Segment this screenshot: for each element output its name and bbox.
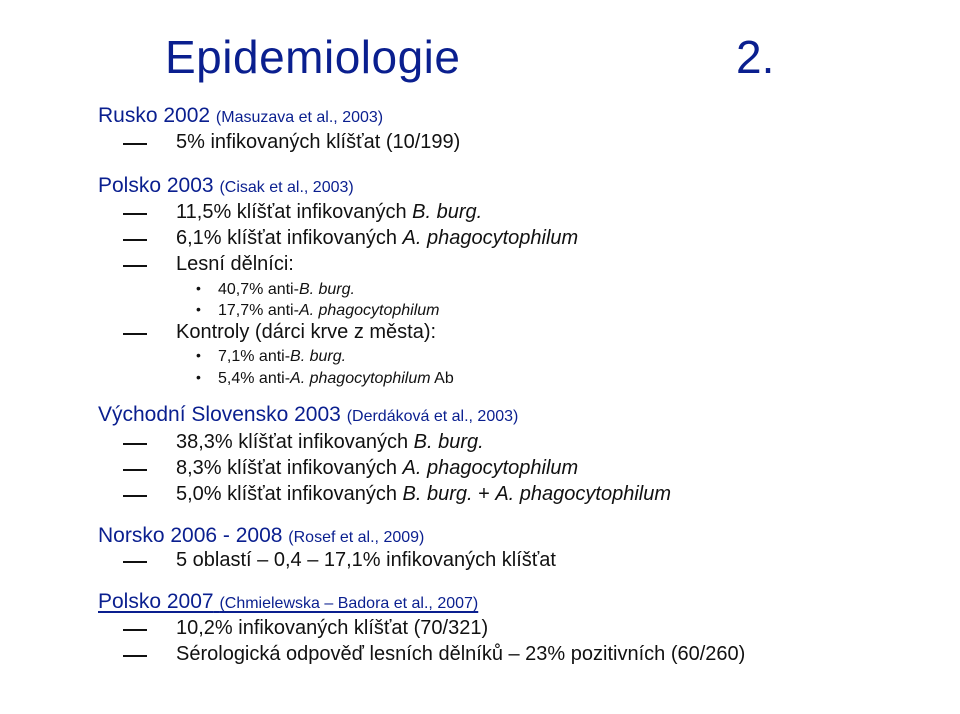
heading-text: Polsko 2007 [98, 590, 214, 613]
heading-text: Východní Slovensko 2003 [98, 403, 341, 426]
citation: (Derdáková et al., 2003) [346, 408, 519, 425]
section-heading-rusko [98, 104, 383, 128]
sub-list-item: • 5,4% anti-A. phagocytophilum Ab [218, 370, 454, 388]
heading-text: Rusko 2002 [98, 104, 211, 127]
sub-list-item: • 40,7% anti-B. burg. [218, 281, 355, 299]
slide-number: 2. [736, 31, 775, 83]
list-item: 6,1% klíšťat infikovaných A. phagocytophilum [176, 227, 579, 249]
list-item: Sérologická odpověď lesních dělníků – 23% pozitivních (60/260) [176, 643, 746, 665]
list-item: 5,0% klíšťat infikovaných B. burg. + A. phagocytophilum [176, 483, 672, 505]
citation: (Rosef et al., 2009) [288, 529, 425, 546]
citation: (Masuzava et al., 2003) [215, 109, 384, 126]
section-heading-norsko [98, 524, 424, 548]
list-item-controls: Kontroly (dárci krve z města): [176, 321, 437, 343]
citation: (Cisak et al., 2003) [219, 179, 354, 196]
section-heading-polsko-2003 [98, 174, 354, 198]
section-heading-polsko-2007 [98, 590, 478, 614]
section-heading-slovensko [98, 403, 518, 427]
list-item: 5% infikovaných klíšťat (10/199) [176, 131, 461, 153]
slide-title: Epidemiologie [165, 31, 461, 83]
sub-list-item: • 17,7% anti-A. phagocytophilum [218, 302, 439, 320]
heading-text: Norsko 2006 - 2008 [98, 524, 283, 547]
citation: (Chmielewska – Badora et al., 2007) [219, 595, 479, 612]
list-item: 8,3% klíšťat infikovaných A. phagocytophilum [176, 457, 579, 479]
heading-text: Polsko 2003 [98, 174, 214, 197]
list-item: 38,3% klíšťat infikovaných B. burg. [176, 431, 484, 453]
list-item-workers: Lesní dělníci: [176, 253, 294, 275]
list-item: 10,2% infikovaných klíšťat (70/321) [176, 617, 489, 639]
list-item: 5 oblastí – 0,4 – 17,1% infikovaných klíšťat [176, 549, 556, 571]
list-item: 11,5% klíšťat infikovaných B. burg. [176, 201, 483, 223]
sub-list-item: • 7,1% anti-B. burg. [218, 348, 346, 366]
